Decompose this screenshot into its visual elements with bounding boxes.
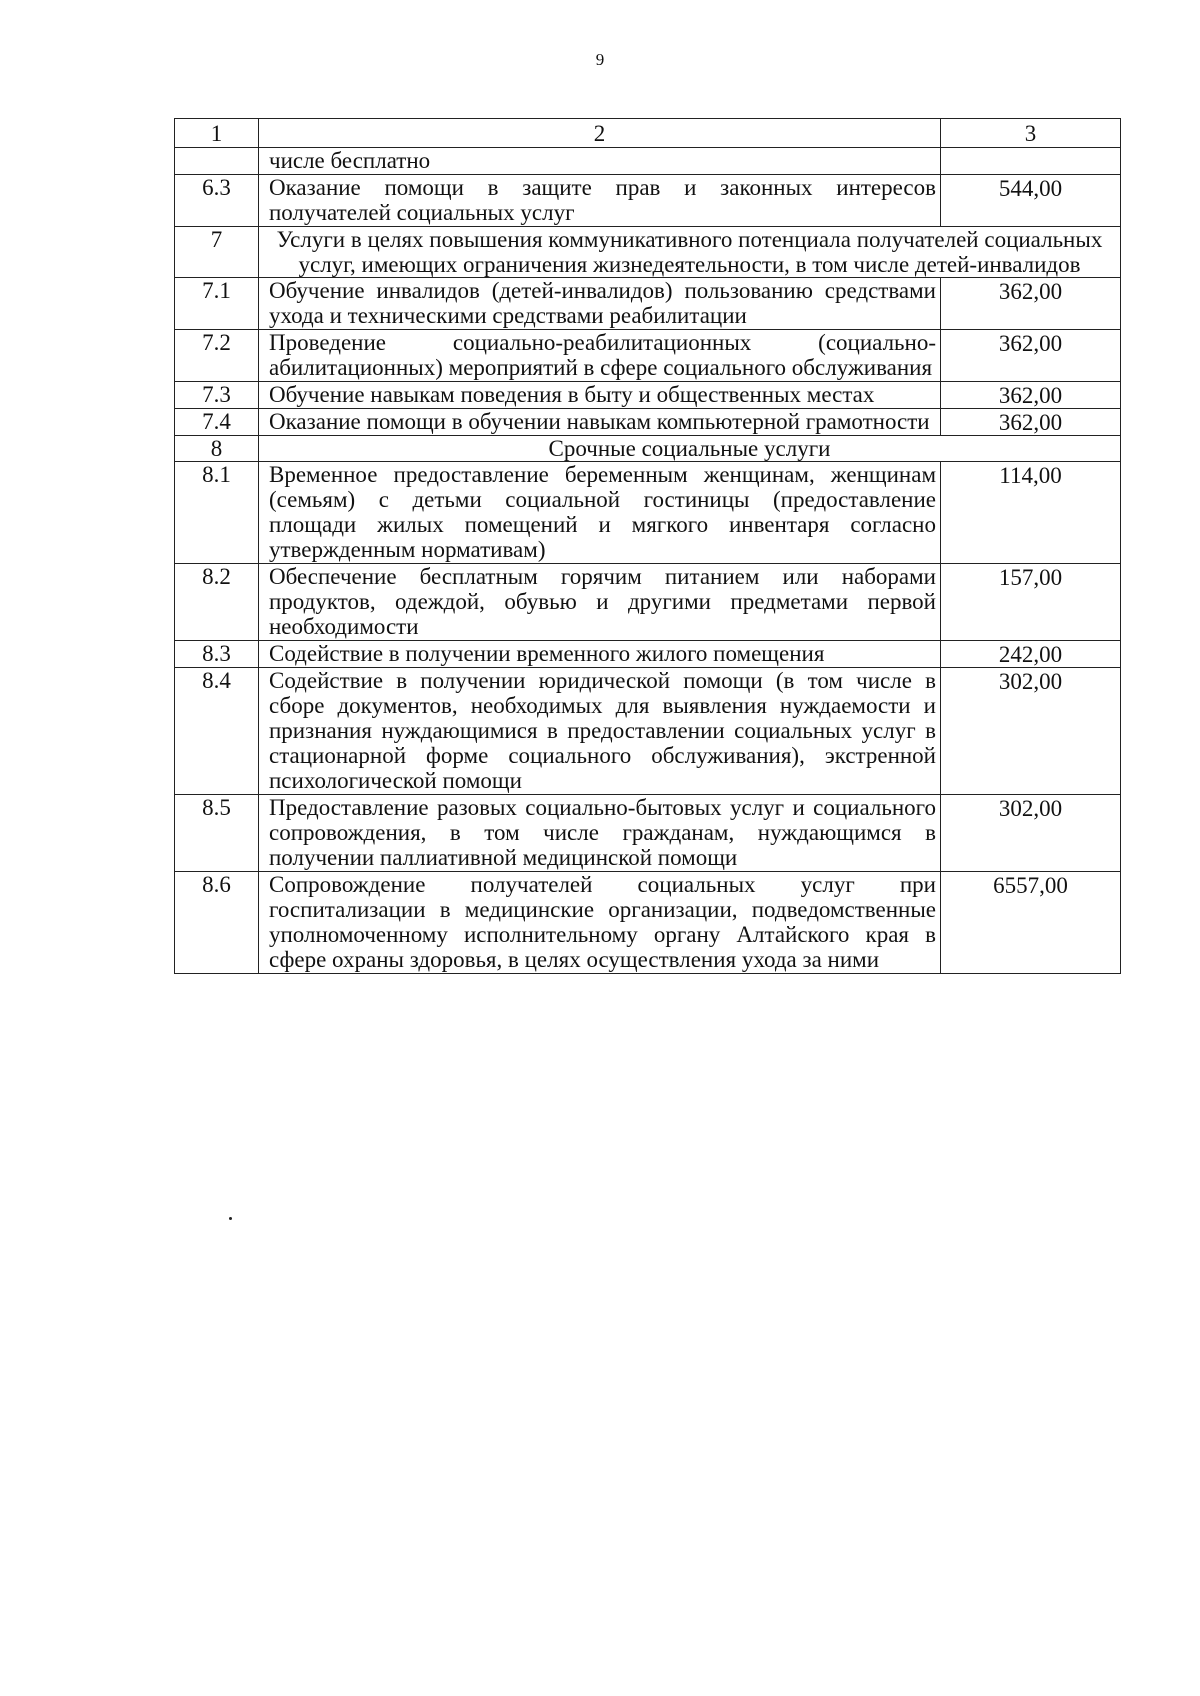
service-name: Предоставление разовых социально-бытовых услуг и социального сопровождения, в том числе гражданам, нуждающимся в получении паллиативной медицинской помощи	[259, 795, 941, 872]
column-header: 1	[175, 119, 259, 148]
service-price: 114,00	[941, 462, 1121, 564]
row-number: 7.2	[175, 330, 259, 382]
service-name: Оказание помощи в обучении навыкам компьютерной грамотности	[259, 409, 941, 436]
table-row	[175, 175, 1121, 227]
row-number: 6.3	[175, 175, 259, 227]
row-number: 7.1	[175, 278, 259, 330]
table-row	[175, 462, 1121, 564]
table-row	[175, 278, 1121, 330]
page-number: 9	[595, 50, 605, 69]
row-number: 7.4	[175, 409, 259, 436]
service-name: Содействие в получении юридической помощи (в том числе в сборе документов, необходимых для выявления нуждаемости и признания нуждающимися в предоставлении социальных услуг в стационарной форме социального обслуживания), экстренной психологической помощи	[259, 668, 941, 795]
service-name: Временное предоставление беременным женщинам, женщинам (семьям) с детьми социальной гостиницы (предоставление площади жилых помещений и мягкого инвентаря согласно утвержденным нормативам)	[259, 462, 941, 564]
table-row	[175, 148, 1121, 175]
section-title: Срочные социальные услуги	[259, 436, 1121, 462]
service-price: 302,00	[941, 795, 1121, 872]
column-header: 2	[259, 119, 941, 148]
section-title: Услуги в целях повышения коммуникативного потенциала получателей социальных услуг, имеющих ограничения жизнедеятельности, в том числе детей-инвалидов	[259, 227, 1121, 278]
service-price: 362,00	[941, 409, 1121, 436]
table-row	[175, 330, 1121, 382]
row-number: 8.5	[175, 795, 259, 872]
service-name: Содействие в получении временного жилого помещения	[259, 641, 941, 668]
table-row	[175, 382, 1121, 409]
table-row	[175, 564, 1121, 641]
table-row	[175, 409, 1121, 436]
section-number: 8	[175, 436, 259, 462]
service-name: Обучение навыкам поведения в быту и общественных местах	[259, 382, 941, 409]
service-name: Сопровождение получателей социальных услуг при госпитализации в медицинские организации, подведомственные уполномоченному исполнительному органу Алтайского края в сфере охраны здоровья, в целях осуществления ухода за ними	[259, 872, 941, 974]
service-name: Оказание помощи в защите прав и законных интересов получателей социальных услуг	[259, 175, 941, 227]
service-price: 544,00	[941, 175, 1121, 227]
table-row	[175, 872, 1121, 974]
service-price: 242,00	[941, 641, 1121, 668]
service-name: Обеспечение бесплатным горячим питанием или наборами продуктов, одеждой, обувью и другими предметами первой необходимости	[259, 564, 941, 641]
section-row	[175, 227, 1121, 278]
stray-dot-mark	[229, 1217, 232, 1220]
service-price: 302,00	[941, 668, 1121, 795]
service-price: 362,00	[941, 278, 1121, 330]
table-row	[175, 795, 1121, 872]
service-name: числе бесплатно	[259, 148, 941, 175]
row-number: 8.4	[175, 668, 259, 795]
section-number: 7	[175, 227, 259, 278]
table-header-row	[175, 119, 1121, 148]
service-price: 362,00	[941, 382, 1121, 409]
row-number: 7.3	[175, 382, 259, 409]
row-number: 8.6	[175, 872, 259, 974]
table-row	[175, 641, 1121, 668]
table-row	[175, 668, 1121, 795]
row-number: 8.2	[175, 564, 259, 641]
row-number: 8.3	[175, 641, 259, 668]
service-price: 362,00	[941, 330, 1121, 382]
row-number	[175, 148, 259, 175]
service-name: Обучение инвалидов (детей-инвалидов) пользованию средствами ухода и техническими средствами реабилитации	[259, 278, 941, 330]
service-price: 157,00	[941, 564, 1121, 641]
tariff-table	[174, 118, 1121, 974]
section-row	[175, 436, 1121, 462]
column-header: 3	[941, 119, 1121, 148]
service-name: Проведение социально-реабилитационных (социально-абилитационных) мероприятий в сфере социального обслуживания	[259, 330, 941, 382]
service-price	[941, 148, 1121, 175]
service-price: 6557,00	[941, 872, 1121, 974]
row-number: 8.1	[175, 462, 259, 564]
